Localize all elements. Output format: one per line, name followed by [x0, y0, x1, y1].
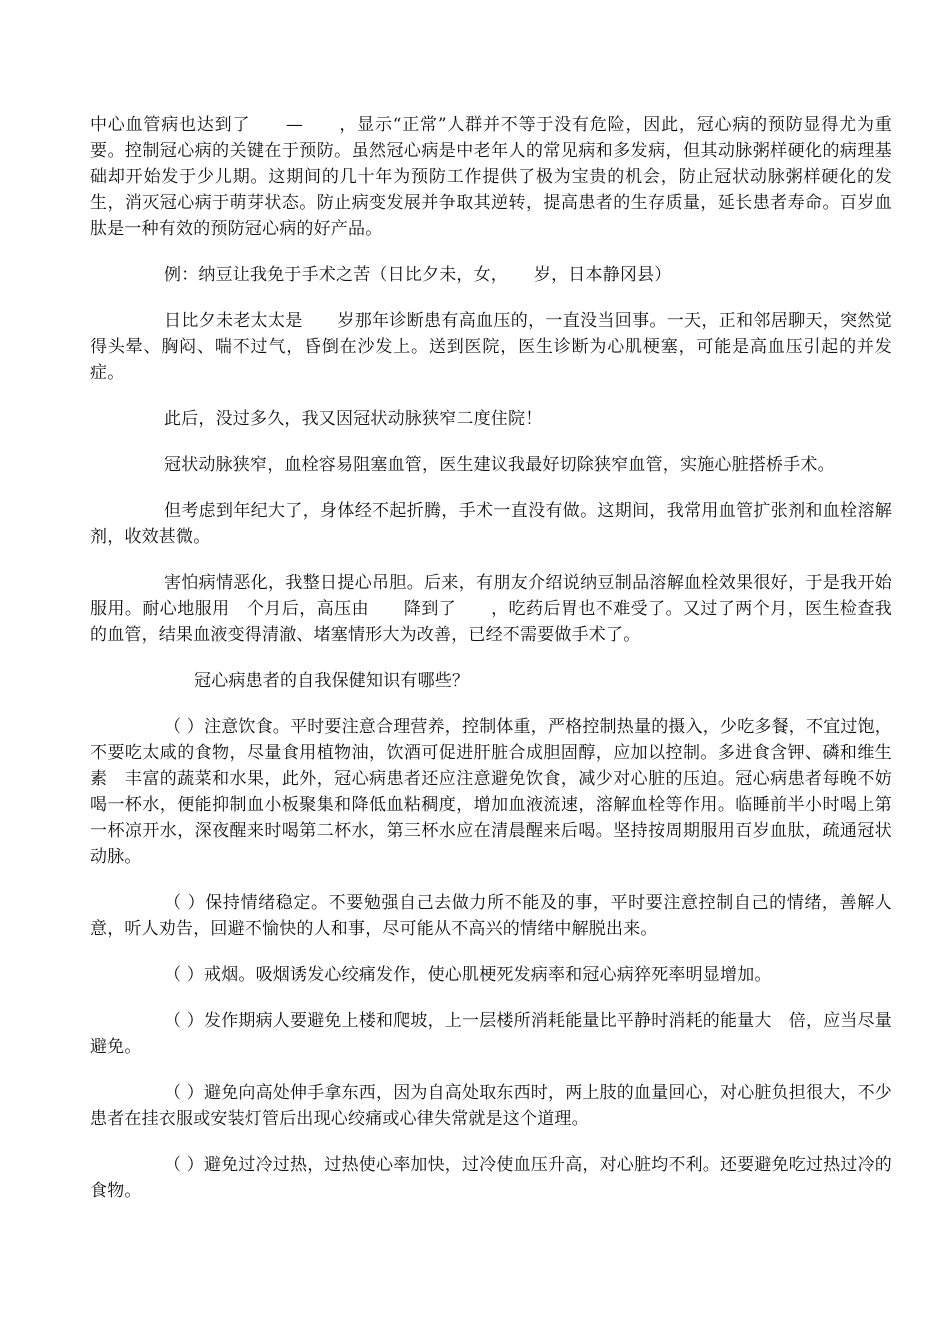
intro-paragraph: 中心血管病也达到了 — ，显示“正常”人群并不等于没有危险，因此，冠心病的预防显得尤为重要。控制冠心病的关键在于预防。虽然冠心病是中老年人的常见病和多发病，但其动脉粥样硬化的病理基础却开始发于少儿期。这期间的几十年为预防工作提供了极为宝贵的机会，防止冠状动脉粥样硬化的发生，消灭冠心病于萌芽状态。防止病变发展并争取其逆转，提高患者的生存质量，延长患者寿命。百岁血肽是一种有效的预防冠心病的好产品。 — [90, 115, 892, 239]
section-heading: 冠心病患者的自我保健知识有哪些？ — [194, 671, 470, 691]
tip-paragraph: （ ）戒烟。吸烟诱发心绞痛发作，使心肌梗死发病率和冠心病猝死率明显增加。 — [164, 965, 772, 985]
tip-paragraph: （ ）避免向高处伸手拿东西，因为自高处取东西时，两上肢的血量回心，对心脏负担很大，不少患者在挂衣服或安装灯管后出现心绞痛或心律失常就是这个道理。 — [90, 1083, 893, 1129]
tip-paragraph: （ ）保持情绪稳定。不要勉强自己去做力所不能及的事，平时要注意控制自己的情绪，善解人意，听人劝告，回避不愉快的人和事，尽可能从不高兴的情绪中解脱出来。 — [90, 893, 892, 939]
tip-paragraph: （ ）避免过冷过热，过热使心率加快，过冷使血压升高，对心脏均不利。还要避免吃过热过冷的食物。 — [90, 1155, 893, 1201]
story-paragraph: 但考虑到年纪大了，身体经不起折腾，手术一直没有做。这期间，我常用血管扩张剂和血栓溶解剂，收效甚微。 — [90, 501, 892, 547]
example-heading: 例：纳豆让我免于手术之苦（日比夕未，女， 岁，日本静冈县） — [164, 265, 672, 285]
story-paragraph: 害怕病情恶化，我整日提心吊胆。后来，有朋友介绍说纳豆制品溶解血栓效果很好，于是我开始服用。耐心地服用 个月后，高压由 降到了 ，吃药后胃也不难受了。又过了两个月，医生检查我的血管，结果血液变得清澈、堵塞情形大为改善，已经不需要做手术了。 — [90, 573, 892, 645]
story-paragraph: 日比夕未老太太是 岁那年诊断患有高血压的，一直没当回事。一天，正和邻居聊天，突然觉得头晕、胸闷、喘不过气，昏倒在沙发上。送到医院，医生诊断为心肌梗塞，可能是高血压引起的并发症。 — [90, 311, 892, 383]
story-paragraph: 此后，没过多久，我又因冠状动脉狭窄二度住院！ — [164, 409, 543, 429]
document-page — [90, 112, 892, 1204]
story-paragraph: 冠状动脉狭窄，血栓容易阻塞血管，医生建议我最好切除狭窄血管，实施心脏搭桥手术。 — [164, 455, 835, 475]
tip-paragraph: （ ）发作期病人要避免上楼和爬坡，上一层楼所消耗能量比平静时消耗的能量大 倍，应当尽量避免。 — [90, 1011, 893, 1057]
tip-paragraph: （ ）注意饮食。平时要注意合理营养，控制体重，严格控制热量的摄入，少吃多餐，不宜过饱，不要吃太咸的食物，尽量食用植物油，饮酒可促进肝脏合成胆固醇，应加以控制。多进食含钾、磷和维生素 丰富的蔬菜和水果，此外，冠心病患者还应注意避免饮食，减少对心脏的压迫。冠心病患者每晚不妨喝一杯水，便能抑制血小板聚集和降低血粘稠度，增加血液流速，溶解血栓等作用。临睡前半小时喝上第一杯凉开水，深夜醒来时喝第二杯水，第三杯水应在清晨醒来后喝。坚持按周期服用百岁血肽，疏通冠状动脉。 — [90, 717, 893, 867]
